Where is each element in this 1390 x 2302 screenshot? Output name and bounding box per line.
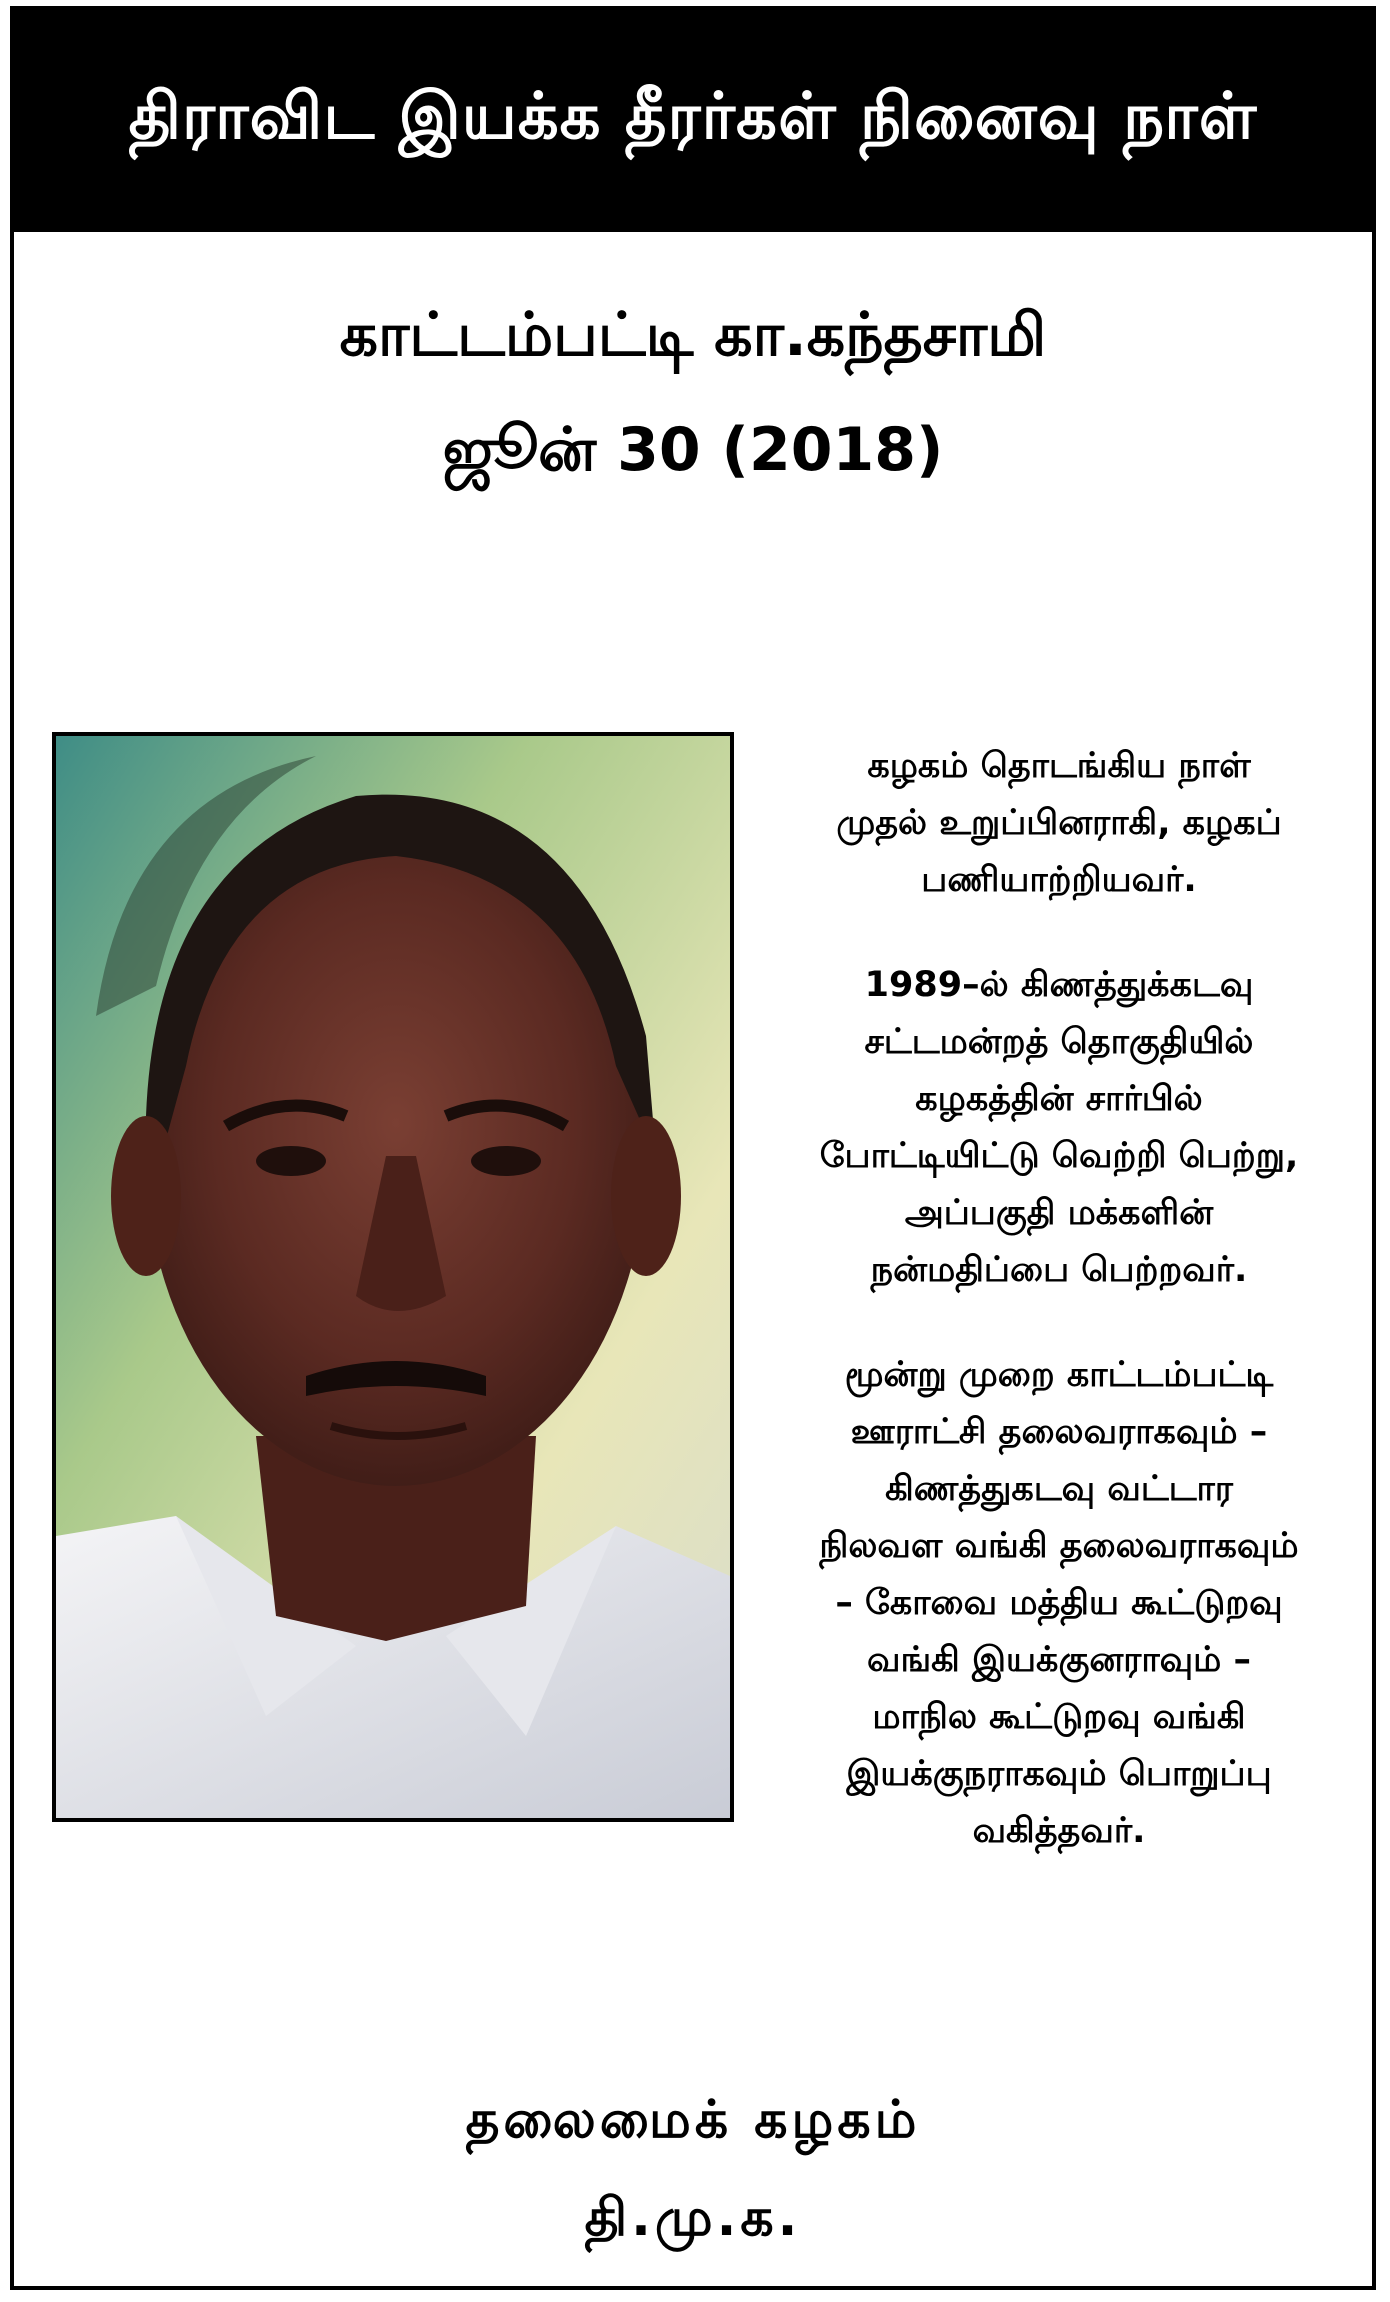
memorial-card <box>10 6 1376 2290</box>
portrait-icon <box>56 736 730 1818</box>
header-banner <box>14 10 1372 232</box>
biography <box>754 738 1364 1908</box>
bio-paragraph: கழகம் தொடங்கிய நாள் முதல் உறுப்பினராகி, கழகப் பணியாற்றியவர். <box>836 746 1282 900</box>
footer-organization: தலைமைக் கழகம் <box>465 2090 921 2150</box>
portrait-photo <box>52 732 734 1822</box>
banner-title: திராவிட இயக்க தீரர்கள் நினைவு நாள் <box>128 80 1258 154</box>
bio-paragraph: மூன்று முறை காட்டம்பட்டி ஊராட்சி தலைவராகவும் – கிணத்துகடவு வட்டார நிலவள வங்கி தலைவராகவும் – கோவை மத்திய கூட்டுறவு வங்கி இயக்குனராவும் – மாநில கூட்டுறவு வங்கி இயக்குநராகவும் பொறுப்பு வகித்தவர். <box>819 1355 1299 1851</box>
bio-paragraph: 1989–ல் கிணத்துக்கடவு சட்டமன்றத் தொகுதியில் கழகத்தின் சார்பில் போட்டியிட்டு வெற்றி பெற்று, அப்பகுதி மக்களின் நன்மதிப்பை பெற்றவர். <box>819 965 1299 1290</box>
subject-name: காட்டம்பட்டி கா.கந்தசாமி <box>339 300 1047 370</box>
footer-party: தி.மு.க. <box>584 2188 802 2248</box>
memorial-date: ஜூன் 30 (2018) <box>442 415 944 485</box>
